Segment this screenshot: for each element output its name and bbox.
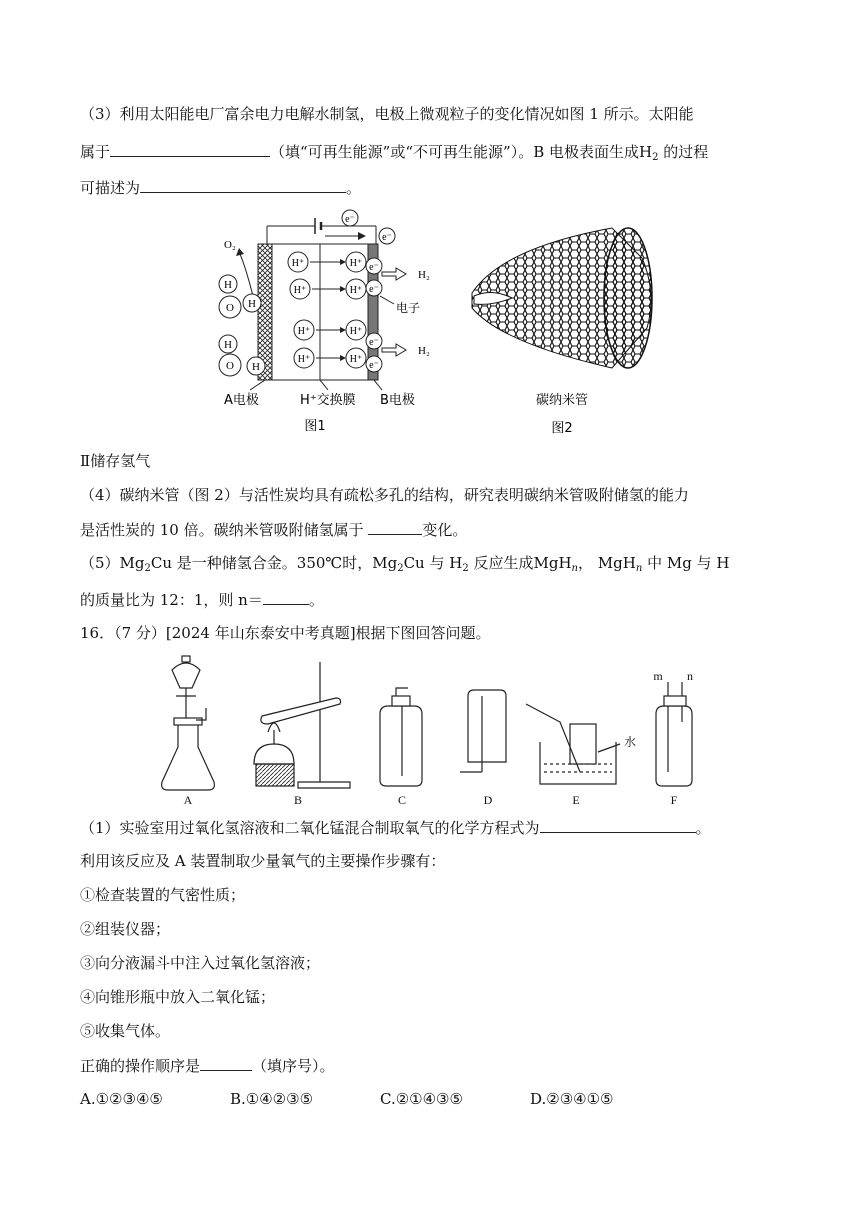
answer-blank[interactable] xyxy=(200,1054,252,1071)
q5-line2: 的质量比为 12：1，则 n＝ 。 xyxy=(80,588,324,611)
svg-text:H: H xyxy=(224,279,232,291)
options-row xyxy=(80,1088,614,1110)
svg-text:O: O xyxy=(226,302,234,314)
svg-text:H: H xyxy=(252,361,260,373)
svg-text:e⁻: e⁻ xyxy=(369,360,379,371)
q16-part1-line2: 利用该反应及 A 装置制取少量氧气的主要操作步骤有： xyxy=(80,852,446,870)
answer-blank[interactable] xyxy=(263,588,309,605)
svg-text:H⁺: H⁺ xyxy=(349,354,363,365)
svg-text:H⁺: H⁺ xyxy=(349,285,363,296)
q4-line1: （4）碳纳米管（图 2）与活性炭均具有疏松多孔的结构，研究表明碳纳米管吸附储氢的能力 xyxy=(80,486,689,504)
q3-text: 属于 xyxy=(80,143,111,161)
step-5: ⑤收集气体。 xyxy=(80,1022,171,1040)
answer-blank[interactable] xyxy=(140,176,346,193)
svg-text:H⁺: H⁺ xyxy=(349,258,363,269)
h2-label: H₂ xyxy=(418,269,430,281)
tube-n-label: n xyxy=(687,669,693,683)
apparatus-label-a: A xyxy=(183,793,193,807)
option-b[interactable]: B.①④②③⑤ xyxy=(230,1090,314,1108)
q3-line1: （3）利用太阳能电厂富余电力电解水制氢，电极上微观粒子的变化情况如图 1 所示。太阳能 xyxy=(80,105,694,123)
q3-line2: 属于 （填“可再生能源”或“不可再生能源”）。B 电极表面生成$H_2$ 的过程 xyxy=(80,140,708,169)
apparatus-label-e: E xyxy=(572,793,580,807)
option-a[interactable]: A.①②③④⑤ xyxy=(80,1090,163,1108)
electron-symbol: e⁻ xyxy=(345,214,355,225)
svg-text:e⁻: e⁻ xyxy=(369,337,379,348)
answer-blank[interactable] xyxy=(110,140,270,157)
q4-line2: 是活性炭的 10 倍。碳纳米管吸附储氢属于 变化。 xyxy=(80,518,467,541)
q3-line3: 可描述为 。 xyxy=(80,176,361,199)
figure-2-carbon-nanotube xyxy=(462,218,662,440)
apparatus-label-f: F xyxy=(670,793,678,807)
electron-label: 电子 xyxy=(396,301,421,315)
svg-text:H: H xyxy=(224,339,232,351)
svg-text:H⁺: H⁺ xyxy=(297,326,311,337)
option-c[interactable]: C.②①④③⑤ xyxy=(380,1090,463,1108)
svg-text:H⁺: H⁺ xyxy=(293,285,307,296)
o2-label: O₂ xyxy=(224,239,236,251)
figure-1-caption: 图1 xyxy=(304,419,326,434)
apparatus-label-d: D xyxy=(483,793,493,807)
section-heading: Ⅱ储存氢气 xyxy=(80,452,151,470)
answer-blank[interactable] xyxy=(540,816,696,833)
svg-text:H⁺: H⁺ xyxy=(291,258,305,269)
nanotube-label: 碳纳米管 xyxy=(535,393,589,408)
step-3: ③向分液漏斗中注入过氧化氢溶液； xyxy=(80,954,321,972)
svg-text:H⁺: H⁺ xyxy=(297,354,311,365)
q16-part1-line1: （1）实验室用过氧化氢溶液和二氧化锰混合制取氧气的化学方程式为 。 xyxy=(80,816,711,839)
b-electrode-label: B电极 xyxy=(380,393,415,408)
svg-text:O: O xyxy=(226,360,234,372)
step-4: ④向锥形瓶中放入二氧化锰； xyxy=(80,988,276,1006)
lab-apparatus-figure xyxy=(150,652,730,812)
apparatus-label-b: B xyxy=(293,793,303,807)
svg-text:e⁻: e⁻ xyxy=(369,284,379,295)
electron-symbol: e⁻ xyxy=(382,232,392,243)
apparatus-label-c: C xyxy=(397,793,407,807)
figure-1-electrolysis-diagram xyxy=(210,208,450,438)
svg-text:e⁻: e⁻ xyxy=(369,262,379,273)
water-label: 水 xyxy=(623,735,637,749)
svg-text:H: H xyxy=(248,298,256,310)
step-1: ①检查装置的气密性质； xyxy=(80,886,246,904)
membrane-label: H⁺交换膜 xyxy=(300,393,356,408)
h2-label: H₂ xyxy=(418,345,430,357)
q3-text: （填“可再生能源”或“不可再生能源”）。B 电极表面生成 xyxy=(270,143,639,161)
option-d[interactable]: D.②③④①⑤ xyxy=(530,1090,614,1108)
svg-text:H⁺: H⁺ xyxy=(349,326,363,337)
tube-m-label: m xyxy=(653,669,663,683)
figure-2-caption: 图2 xyxy=(551,421,573,436)
order-question: 正确的操作顺序是 （填序号）。 xyxy=(80,1054,335,1077)
step-2: ②组装仪器； xyxy=(80,920,171,938)
answer-blank[interactable] xyxy=(368,518,422,535)
q16-title: 16．（7 分）[2024 年山东泰安中考真题]根据下图回答问题。 xyxy=(80,624,491,642)
a-electrode-label: A电极 xyxy=(224,393,259,408)
q5-line1: $(5)Mg_2Cu$ 是一种储氢合金。350℃时，$Mg_2Cu$ 与 $H_2$ 反应生成MgH$_n$， MgH$_n$ 中 Mg 与 H xyxy=(80,554,730,574)
